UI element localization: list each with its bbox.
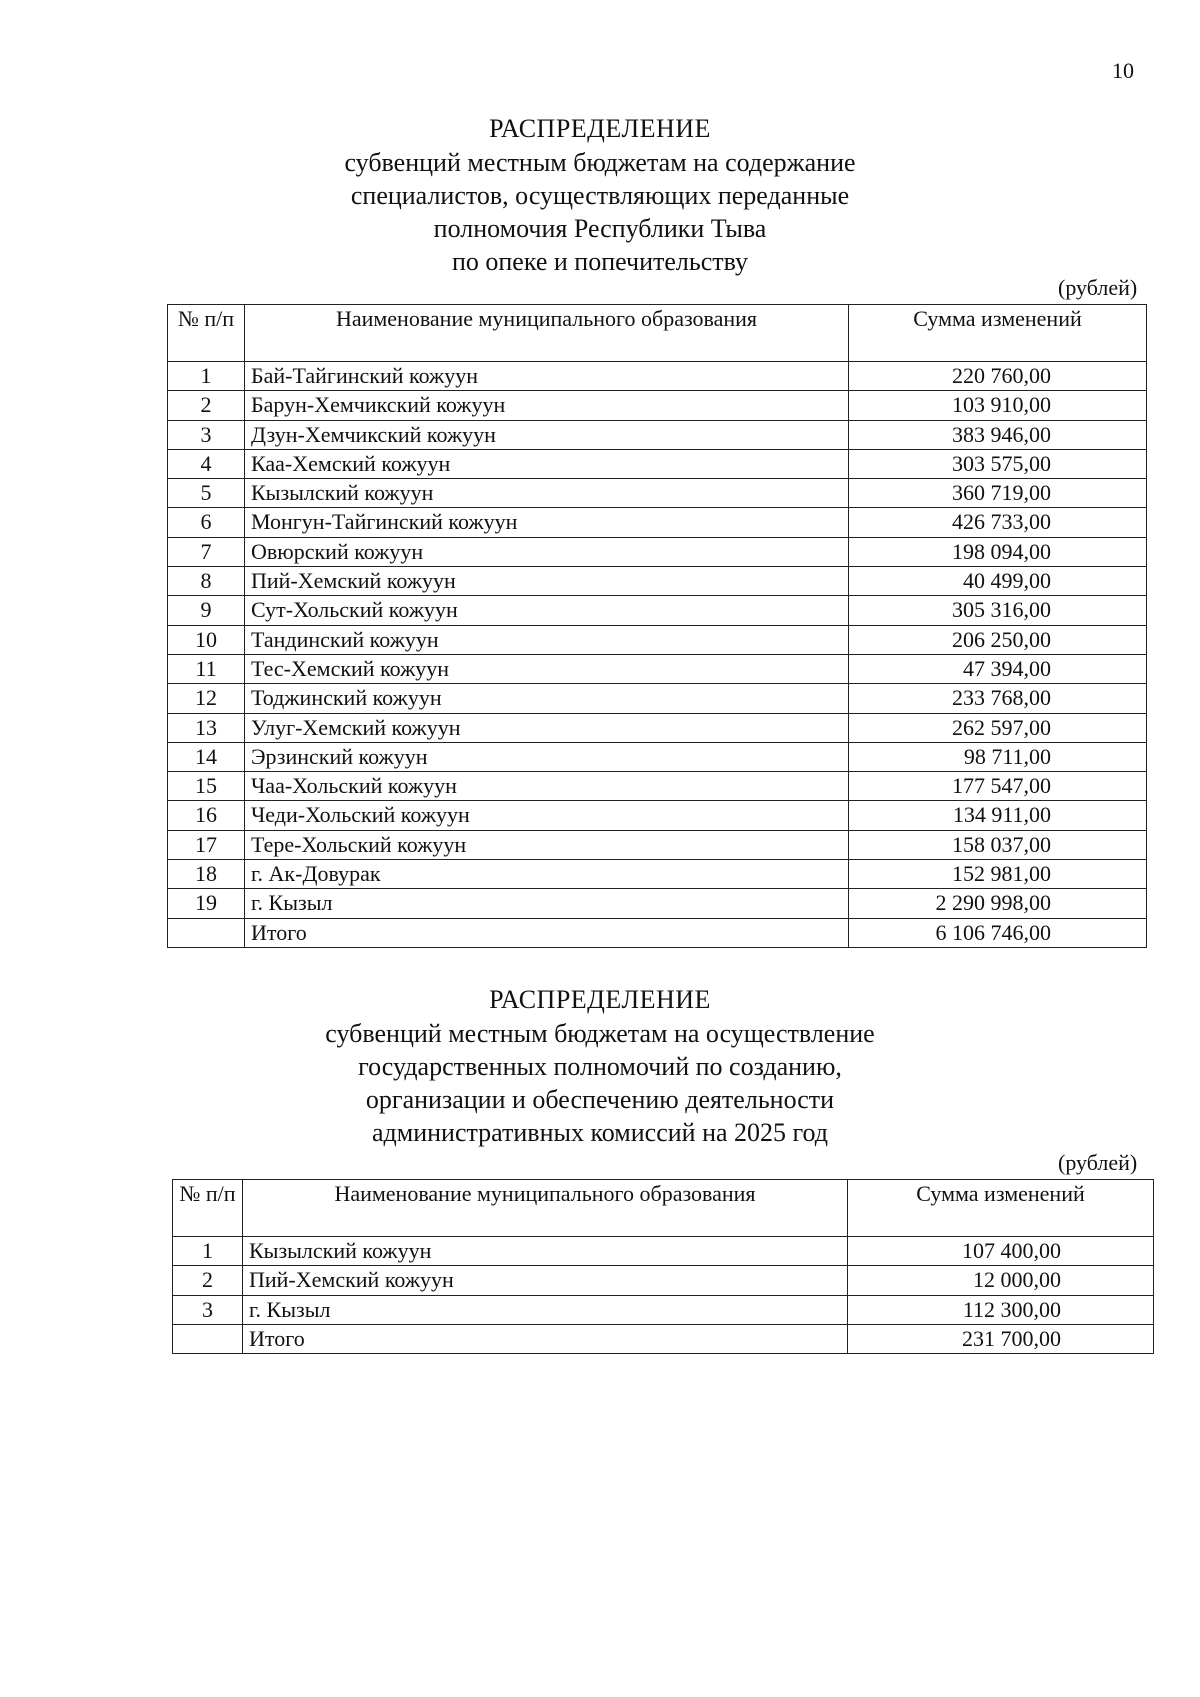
total-amount: 6 106 746,00 [849, 918, 1147, 947]
municipality-name: Пий-Хемский кожуун [245, 567, 849, 596]
table-row [168, 420, 1147, 449]
municipality-name: Кызылский кожуун [245, 479, 849, 508]
row-number: 8 [168, 567, 245, 596]
section1-subtitle-line: по опеке и попечительству [451, 247, 749, 276]
municipality-name: Эрзинский кожуун [245, 742, 849, 771]
amount-value: 158 037,00 [849, 830, 1147, 859]
amount-value: 47 394,00 [849, 654, 1147, 683]
municipality-name: Чеди-Хольский кожуун [245, 801, 849, 830]
table-row [168, 625, 1147, 654]
row-number: 2 [173, 1266, 243, 1295]
municipality-name: г. Ак-Довурак [245, 860, 849, 889]
amount-value: 383 946,00 [849, 420, 1147, 449]
section1-heading: РАСПРЕДЕЛЕНИЕ [489, 114, 711, 143]
municipality-name: Овюрский кожуун [245, 537, 849, 566]
section1-table [167, 304, 1147, 948]
table-row [168, 567, 1147, 596]
total-label: Итого [243, 1324, 848, 1353]
total-amount: 231 700,00 [848, 1324, 1154, 1353]
section2-units: (рублей) [1058, 1150, 1138, 1175]
amount-value: 40 499,00 [849, 567, 1147, 596]
table-row [168, 684, 1147, 713]
municipality-name: Тандинский кожуун [245, 625, 849, 654]
column-header-sum: Сумма изменений [849, 305, 1147, 362]
table-row [173, 1237, 1154, 1266]
row-number: 3 [173, 1295, 243, 1324]
amount-value: 198 094,00 [849, 537, 1147, 566]
section2-table-body [173, 1237, 1154, 1354]
row-number: 7 [168, 537, 245, 566]
section1-title [0, 112, 1200, 278]
row-number: 13 [168, 713, 245, 742]
municipality-name: Сут-Хольский кожуун [245, 596, 849, 625]
row-number: 16 [168, 801, 245, 830]
total-row [173, 1324, 1154, 1353]
table-row [168, 654, 1147, 683]
municipality-name: Дзун-Хемчикский кожуун [245, 420, 849, 449]
table-row [168, 596, 1147, 625]
amount-value: 233 768,00 [849, 684, 1147, 713]
amount-value: 262 597,00 [849, 713, 1147, 742]
table-row [173, 1295, 1154, 1324]
section1-table-body [168, 362, 1147, 948]
amount-value: 2 290 998,00 [849, 889, 1147, 918]
total-label: Итого [245, 918, 849, 947]
amount-value: 303 575,00 [849, 449, 1147, 478]
table-row [168, 889, 1147, 918]
municipality-name: Кызылский кожуун [243, 1237, 848, 1266]
municipality-name: г. Кызыл [245, 889, 849, 918]
municipality-name: Тере-Хольский кожуун [245, 830, 849, 859]
column-header-number: № п/п [173, 1180, 243, 1237]
section2-subtitle-line: административных комиссий на 2025 год [371, 1118, 829, 1147]
row-number: 14 [168, 742, 245, 771]
row-number: 10 [168, 625, 245, 654]
section1-subtitle-line: специалистов, осуществляющих переданные [350, 181, 850, 210]
amount-value: 112 300,00 [848, 1295, 1154, 1324]
amount-value: 103 910,00 [849, 391, 1147, 420]
table-row [168, 479, 1147, 508]
column-header-number: № п/п [168, 305, 245, 362]
section1-subtitle-line: субвенций местным бюджетам на содержание [344, 148, 856, 177]
row-number: 11 [168, 654, 245, 683]
table-row [168, 362, 1147, 391]
amount-value: 98 711,00 [849, 742, 1147, 771]
table-row [168, 391, 1147, 420]
row-number: 4 [168, 449, 245, 478]
amount-value: 12 000,00 [848, 1266, 1154, 1295]
row-number: 5 [168, 479, 245, 508]
amount-value: 360 719,00 [849, 479, 1147, 508]
section1-subtitle-line: полномочия Республики Тыва [433, 214, 767, 243]
total-row [168, 918, 1147, 947]
municipality-name: Бай-Тайгинский кожуун [245, 362, 849, 391]
total-row-number [168, 918, 245, 947]
table-row [168, 449, 1147, 478]
amount-value: 426 733,00 [849, 508, 1147, 537]
table-row [168, 508, 1147, 537]
municipality-name: Каа-Хемский кожуун [245, 449, 849, 478]
row-number: 1 [173, 1237, 243, 1266]
municipality-name: Барун-Хемчикский кожуун [245, 391, 849, 420]
municipality-name: Пий-Хемский кожуун [243, 1266, 848, 1295]
row-number: 19 [168, 889, 245, 918]
page-number: 10 [1112, 58, 1134, 83]
column-header-sum: Сумма изменений [848, 1180, 1154, 1237]
section2-subtitle-line: субвенций местным бюджетам на осуществление [325, 1019, 875, 1048]
amount-value: 220 760,00 [849, 362, 1147, 391]
municipality-name: Улуг-Хемский кожуун [245, 713, 849, 742]
amount-value: 152 981,00 [849, 860, 1147, 889]
column-header-name: Наименование муниципального образования [243, 1180, 848, 1237]
amount-value: 177 547,00 [849, 772, 1147, 801]
table-row [168, 713, 1147, 742]
amount-value: 107 400,00 [848, 1237, 1154, 1266]
section2-heading: РАСПРЕДЕЛЕНИЕ [489, 985, 711, 1014]
row-number: 2 [168, 391, 245, 420]
municipality-name: Чаа-Хольский кожуун [245, 772, 849, 801]
table-row [168, 772, 1147, 801]
section2-table [172, 1179, 1154, 1354]
table-row [173, 1266, 1154, 1295]
total-row-number [173, 1324, 243, 1353]
section2-subtitle-line: организации и обеспечению деятельности [365, 1085, 835, 1114]
table-row [168, 860, 1147, 889]
table-row [168, 742, 1147, 771]
table-row [168, 801, 1147, 830]
amount-value: 305 316,00 [849, 596, 1147, 625]
municipality-name: г. Кызыл [243, 1295, 848, 1324]
municipality-name: Монгун-Тайгинский кожуун [245, 508, 849, 537]
row-number: 6 [168, 508, 245, 537]
row-number: 18 [168, 860, 245, 889]
row-number: 3 [168, 420, 245, 449]
table-row [168, 830, 1147, 859]
table-row [168, 537, 1147, 566]
section2-subtitle-line: государственных полномочий по созданию, [358, 1052, 842, 1081]
row-number: 15 [168, 772, 245, 801]
amount-value: 206 250,00 [849, 625, 1147, 654]
row-number: 17 [168, 830, 245, 859]
row-number: 12 [168, 684, 245, 713]
row-number: 1 [168, 362, 245, 391]
column-header-name: Наименование муниципального образования [245, 305, 849, 362]
amount-value: 134 911,00 [849, 801, 1147, 830]
row-number: 9 [168, 596, 245, 625]
municipality-name: Тоджинский кожуун [245, 684, 849, 713]
section1-units: (рублей) [1058, 275, 1138, 300]
municipality-name: Тес-Хемский кожуун [245, 654, 849, 683]
section2-title [0, 983, 1200, 1149]
